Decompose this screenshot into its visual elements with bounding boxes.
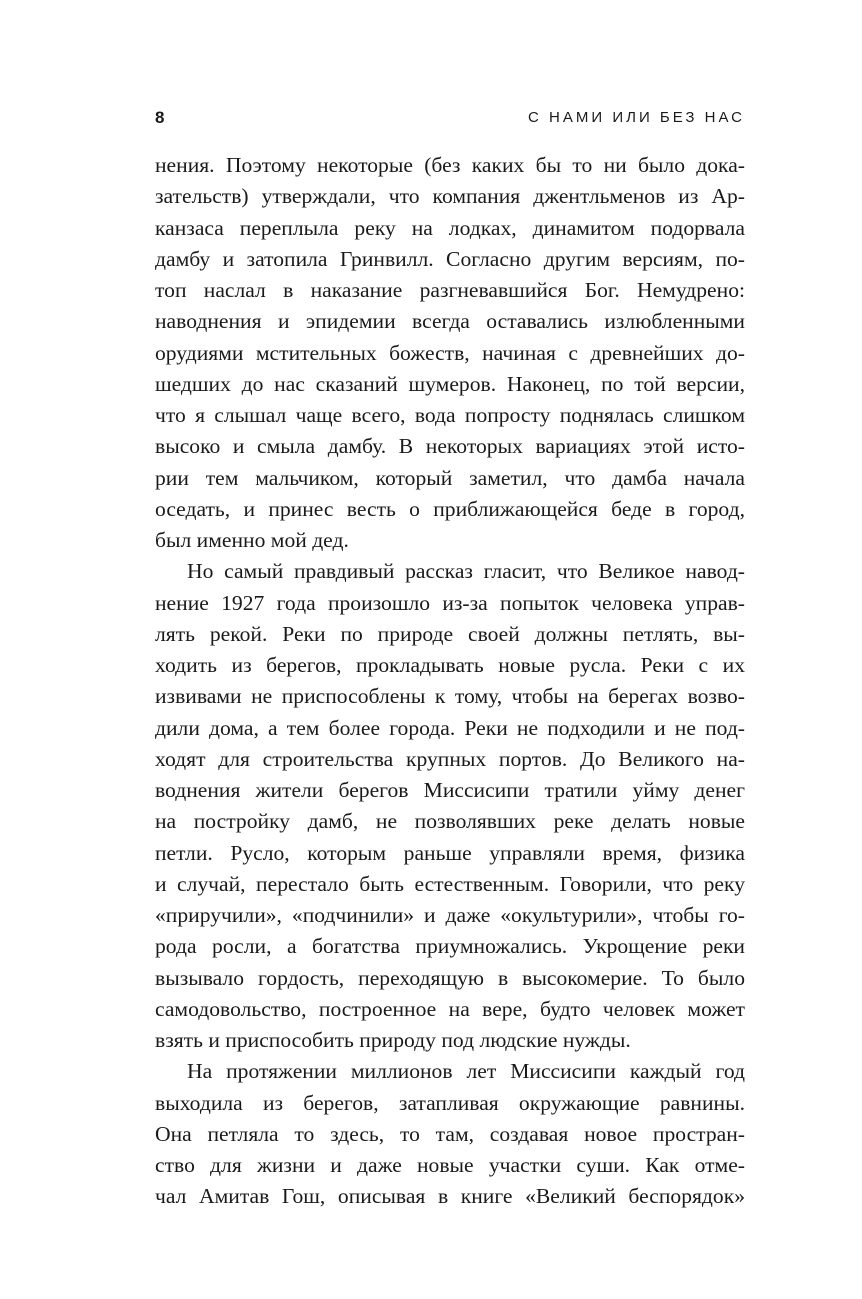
text-line: нения. Поэтому некоторые (без каких бы то ни было дока- <box>155 153 745 177</box>
text-line: нение 1927 года произошло из-за попыток человека управ- <box>155 590 745 615</box>
text-line: и случай, перестало быть естественным. Говорили, что реку <box>155 871 745 896</box>
text-line: рода росли, а богатства приумножались. Укрощение реки <box>155 934 745 959</box>
text-line: канзаса переплыла реку на лодках, динамитом подорвала <box>155 215 745 240</box>
text-line: дамбу и затопила Гринвилл. Согласно другим версиям, по- <box>155 246 745 271</box>
paragraph-3 <box>155 1056 745 1212</box>
text-line: орудиями мстительных божеств, начиная с древнейших до- <box>155 340 745 365</box>
page-header <box>155 104 745 132</box>
text-line: что я слышал чаще всего, вода попросту поднялась слишком <box>155 403 745 427</box>
text-line: зательств) утверждали, что компания джентльменов из Ар- <box>155 184 745 209</box>
text-line: воднения жители берегов Миссисипи тратили уйму денег <box>155 778 745 802</box>
text-line: лять рекой. Реки по природе своей должны петлять, вы- <box>155 621 745 646</box>
text-line: на постройку дамб, не позволявших реке делать новые <box>155 809 745 834</box>
body-text <box>155 150 745 1213</box>
text-line: выходила из берегов, затапливая окружающие равнины. <box>155 1090 745 1115</box>
text-line: ходят для строительства крупных портов. До Великого на- <box>155 746 745 771</box>
page-number: 8 <box>155 108 165 127</box>
text-line: рии тем мальчиком, который заметил, что дамба начала <box>155 465 745 490</box>
text-line: самодовольство, построенное на вере, будто человек может <box>155 996 745 1021</box>
text-line: ство для жизни и даже новые участки суши. Как отме- <box>155 1153 745 1177</box>
text-line: оседать, и принес весть о приближающейся беде в город, <box>155 496 745 521</box>
text-line: был именно мой дед. <box>155 528 349 552</box>
text-line: дили дома, а тем более города. Реки не подходили и не под- <box>155 715 745 740</box>
text-line: топ наслал в наказание разгневавшийся Бог. Немудрено: <box>155 278 745 302</box>
running-title: С НАМИ ИЛИ БЕЗ НАС <box>528 109 745 126</box>
text-line: Но самый правдивый рассказ гласит, что Великое навод- <box>187 559 745 584</box>
text-line: шедших до нас сказаний шумеров. Наконец, по той версии, <box>155 371 745 396</box>
text-line: наводнения и эпидемии всегда оставались излюбленными <box>155 309 745 334</box>
text-line: ходить из берегов, прокладывать новые русла. Реки с их <box>155 653 745 677</box>
text-line: высоко и смыла дамбу. В некоторых вариациях этой исто- <box>155 434 745 459</box>
text-line: петли. Русло, которым раньше управляли время, физика <box>155 840 745 865</box>
text-line: Она петляла то здесь, то там, создавая новое простран- <box>155 1121 745 1146</box>
paragraph-1 <box>155 150 745 556</box>
text-line: вызывало гордость, переходящую в высокомерие. То было <box>155 965 745 990</box>
text-line: взять и приспособить природу под людские нужды. <box>155 1028 631 1052</box>
text-line: «приручили», «подчинили» и даже «окультурили», чтобы го- <box>155 903 745 927</box>
text-line: извивами не приспособлены к тому, чтобы на берегах возво- <box>155 684 745 709</box>
text-line: чал Амитав Гош, описывая в книге «Великий беспорядок» <box>155 1184 745 1209</box>
text-line: На протяжении миллионов лет Миссисипи каждый год <box>187 1059 745 1084</box>
paragraph-2 <box>155 556 745 1056</box>
